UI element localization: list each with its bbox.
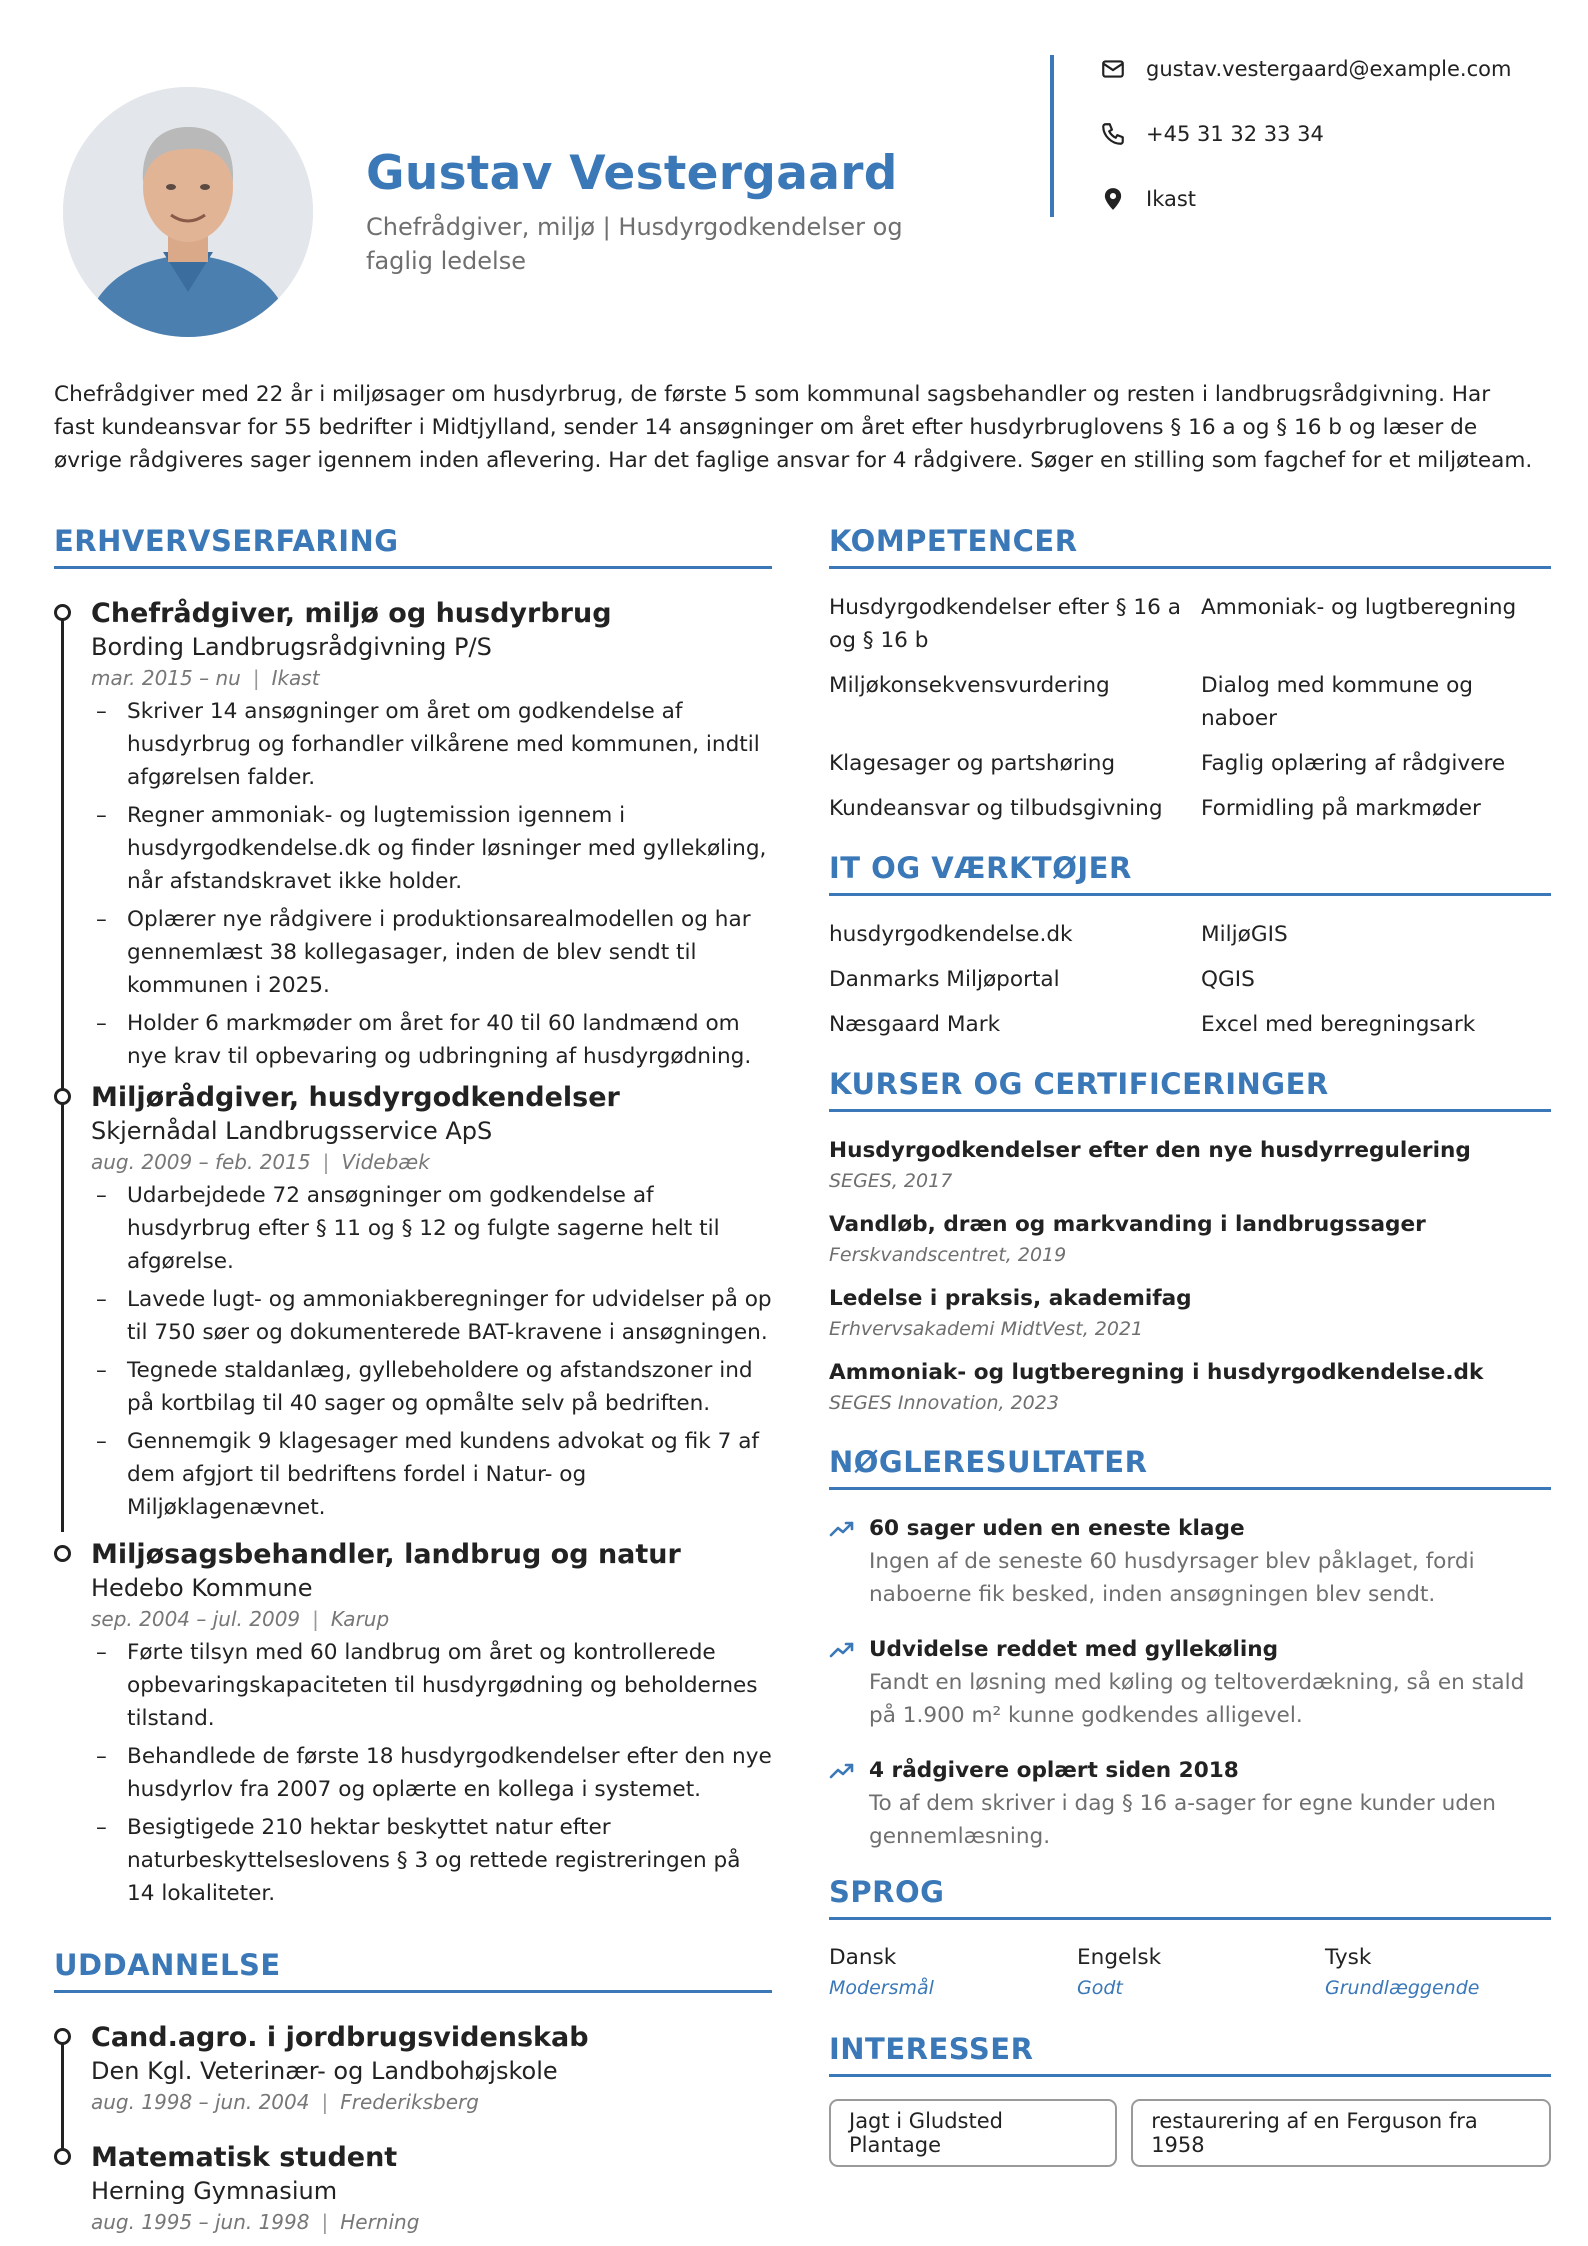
education-dates: aug. 1995 – jun. 1998 [91, 2210, 310, 2234]
contact-list [1100, 54, 1511, 249]
experience-timeline [54, 597, 772, 1910]
language-name: Engelsk [1077, 1945, 1162, 1970]
job-bullet: – Lavede lugt- og ammoniakberegninger for udvidelser på op til 750 søer og dokumenterede BAT-kravene i ansøgningen. [91, 1283, 772, 1349]
mail-icon [1100, 56, 1126, 82]
course-title: Ammoniak- og lugtberegning i husdyrgodkendelse.dk [829, 1360, 1484, 1385]
language-level: Grundlæggende [1325, 1977, 1480, 1999]
contact-location [1100, 184, 1511, 214]
course-title: Husdyrgodkendelser efter den nye husdyrregulering [829, 1138, 1471, 1163]
contact-phone[interactable] [1100, 119, 1511, 149]
competence-item: Dialog med kommune og naboer [1201, 673, 1473, 731]
results-list [829, 1512, 1551, 1853]
course-title: Vandløb, dræn og markvanding i landbrugssager [829, 1212, 1426, 1237]
language-name: Dansk [829, 1945, 897, 1970]
course-entry [829, 1134, 1551, 1195]
school-name: Den Kgl. Veterinær- og Landbohøjskole [91, 2057, 558, 2085]
result-description: Ingen af de seneste 60 husdyrsager blev påklaget, fordi naboerne fik besked, inden ansøgningen blev sendt. [869, 1549, 1475, 1607]
section-title-interests: INTERESSER [829, 2032, 1551, 2077]
tool-item: husdyrgodkendelse.dk [829, 922, 1073, 947]
tools-grid [829, 918, 1551, 1053]
education-entry [54, 2141, 772, 2237]
course-entry [829, 1282, 1551, 1343]
timeline-dot [54, 1088, 71, 1105]
section-title-education: UDDANNELSE [54, 1948, 772, 1993]
job-bullet: – Holder 6 markmøder om året for 40 til 60 landmænd om nye krav til opbevaring og udbringning af husdyrgødning. [91, 1007, 772, 1073]
profile-summary: Chefrådgiver med 22 år i miljøsager om husdyrbrug, de første 5 som kommunal sagsbehandler og resten i landbrugsrådgivning. Har fast kundeansvar for 55 bedrifter i Midtjylland, sender 14 ansøgninger om året efter husdyrbruglovens § 16 a og § 16 b og læser de øvrige rådgiveres sager igennem inden aflevering. Har det faglige ansvar for 4 rådgivere. Søger en stilling som fagchef for et miljøteam. [54, 382, 1533, 473]
interest-chip: restaurering af en Ferguson fra 1958 [1131, 2099, 1551, 2167]
job-place: Karup [330, 1607, 390, 1631]
location-pin-icon [1100, 186, 1126, 212]
languages-list [829, 1942, 1551, 2002]
timeline-dot [54, 2028, 71, 2045]
job-meta: aug. 2009 – feb. 2015 | Videbæk [91, 1150, 430, 1174]
tool-item: Næsgaard Mark [829, 1012, 1001, 1037]
degree-title: Matematisk student [91, 2142, 398, 2173]
candidate-headline: Chefrådgiver, miljø | Husdyrgodkendelser og faglig ledelse [366, 213, 903, 275]
course-provider: SEGES Innovation, 2023 [829, 1392, 1059, 1414]
candidate-name: Gustav Vestergaard [366, 146, 898, 201]
profile-photo [63, 87, 313, 337]
interest-chip: Jagt i Gludsted Plantage [829, 2099, 1117, 2167]
tool-item: QGIS [1201, 967, 1255, 992]
course-title: Ledelse i praksis, akademifag [829, 1286, 1192, 1311]
education-place: Frederiksberg [340, 2090, 479, 2114]
job-bullet: – Skriver 14 ansøgninger om året om godkendelse af husdyrbrug og forhandler vilkårene med kommunen, indtil afgørelsen falder. [91, 695, 772, 794]
result-entry [829, 1633, 1551, 1732]
result-entry [829, 1512, 1551, 1611]
trending-up-icon [829, 1641, 855, 1659]
section-title-experience: ERHVERVSERFARING [54, 524, 772, 569]
section-title-tools: IT OG VÆRKTØJER [829, 851, 1551, 896]
job-entry [54, 597, 772, 1073]
job-employer: Hedebo Kommune [91, 1574, 313, 1602]
language-name: Tysk [1325, 1945, 1372, 1970]
language-level: Godt [1077, 1977, 1123, 1999]
contact-email[interactable] [1100, 54, 1511, 84]
contact-phone-text: +45 31 32 33 34 [1146, 122, 1324, 146]
job-bullet: – Oplærer nye rådgivere i produktionsarealmodellen og har gennemlæst 38 kollegasager, inden de blev sendt til kommunen i 2025. [91, 903, 772, 1002]
job-employer: Skjernådal Landbrugsservice ApS [91, 1117, 493, 1145]
education-meta: aug. 1998 – jun. 2004 | Frederiksberg [91, 2090, 479, 2114]
competence-item: Faglig oplæring af rådgivere [1201, 751, 1506, 776]
job-dates: sep. 2004 – jul. 2009 [91, 1607, 301, 1631]
contact-email-text: gustav.vestergaard@example.com [1146, 57, 1512, 81]
tool-item: Excel med beregningsark [1201, 1012, 1476, 1037]
result-description: To af dem skriver i dag § 16 a-sager for egne kunder uden gennemlæsning. [869, 1791, 1496, 1849]
result-title: 4 rådgivere oplært siden 2018 [869, 1758, 1239, 1783]
job-bullet: – Tegnede staldanlæg, gyllebeholdere og afstandszoner ind på kortbilag til 40 sager og opmålte selv på bedriften. [91, 1354, 772, 1420]
right-column [829, 524, 1551, 2167]
language-entry [1325, 1942, 1551, 2002]
job-dates: aug. 2009 – feb. 2015 [91, 1150, 311, 1174]
job-bullet: – Regner ammoniak- og lugtemission igennem i husdyrgodkendelse.dk og finder løsninger med gyllekøling, når afstandskravet ikke holder. [91, 799, 772, 898]
school-name: Herning Gymnasium [91, 2177, 338, 2205]
job-bullets [91, 1179, 772, 1524]
education-timeline [54, 2021, 772, 2237]
job-place: Videbæk [341, 1150, 430, 1174]
tool-item: MiljøGIS [1201, 922, 1288, 947]
competence-item: Kundeansvar og tilbudsgivning [829, 796, 1163, 821]
section-title-competences: KOMPETENCER [829, 524, 1551, 569]
competences-grid [829, 591, 1551, 837]
section-title-languages: SPROG [829, 1875, 1551, 1920]
timeline-dot [54, 604, 71, 621]
contact-location-text: Ikast [1146, 187, 1197, 211]
interests-list [829, 2099, 1551, 2167]
job-entry [54, 1538, 772, 1910]
course-entry [829, 1208, 1551, 1269]
job-bullet: – Udarbejdede 72 ansøgninger om godkendelse af husdyrbrug efter § 11 og § 12 og fulgte sagerne helt til afgørelse. [91, 1179, 772, 1278]
job-title: Chefrådgiver, miljø og husdyrbrug [91, 598, 612, 629]
result-description: Fandt en løsning med køling og teltoverdækning, så en stald på 1.900 m² kunne godkendes alligevel. [869, 1670, 1525, 1728]
timeline-dot [54, 2148, 71, 2165]
education-entry [54, 2021, 772, 2117]
job-meta: mar. 2015 – nu | Ikast [91, 666, 320, 690]
language-entry [829, 1942, 1077, 2002]
courses-list [829, 1134, 1551, 1417]
course-entry [829, 1356, 1551, 1417]
job-meta: sep. 2004 – jul. 2009 | Karup [91, 1607, 390, 1631]
course-provider: SEGES, 2017 [829, 1170, 953, 1192]
competence-item: Husdyrgodkendelser efter § 16 a og § 16 b [829, 595, 1181, 653]
section-title-results: NØGLERESULTATER [829, 1445, 1551, 1490]
language-entry [1077, 1942, 1325, 2002]
competence-item: Ammoniak- og lugtberegning [1201, 595, 1517, 620]
competence-item: Miljøkonsekvensvurdering [829, 673, 1110, 698]
competence-item: Formidling på markmøder [1201, 796, 1481, 821]
job-bullet: – Behandlede de første 18 husdyrgodkendelser efter den nye husdyrlov fra 2007 og oplærte en kollega i systemet. [91, 1740, 772, 1806]
tool-item: Danmarks Miljøportal [829, 967, 1060, 992]
job-employer: Bording Landbrugsrådgivning P/S [91, 633, 492, 661]
competence-item: Klagesager og partshøring [829, 751, 1116, 776]
phone-icon [1100, 121, 1126, 147]
job-title: Miljøsagsbehandler, landbrug og natur [91, 1539, 681, 1570]
job-bullets [91, 1636, 772, 1910]
section-title-courses: KURSER OG CERTIFICERINGER [829, 1067, 1551, 1112]
job-title: Miljørådgiver, husdyrgodkendelser [91, 1082, 620, 1113]
education-place: Herning [340, 2210, 420, 2234]
trending-up-icon [829, 1520, 855, 1538]
job-bullet: – Førte tilsyn med 60 landbrug om året og kontrollerede opbevaringskapaciteten til husdyrgødning og beholdernes tilstand. [91, 1636, 772, 1735]
job-entry [54, 1081, 772, 1524]
education-dates: aug. 1998 – jun. 2004 [91, 2090, 310, 2114]
job-bullet: – Gennemgik 9 klagesager med kundens advokat og fik 7 af dem afgjort til bedriftens fordel i Natur- og Miljøklagenævnet. [91, 1425, 772, 1524]
job-dates: mar. 2015 – nu [91, 666, 241, 690]
left-column [54, 524, 772, 2237]
degree-title: Cand.agro. i jordbrugsvidenskab [91, 2022, 589, 2053]
language-level: Modersmål [829, 1977, 934, 1999]
contact-divider [1050, 55, 1054, 217]
job-bullet: – Besigtigede 210 hektar beskyttet natur efter naturbeskyttelseslovens § 3 og rettede registreringen på 14 lokaliteter. [91, 1811, 772, 1910]
timeline-dot [54, 1545, 71, 1562]
result-title: 60 sager uden en eneste klage [869, 1516, 1245, 1541]
result-entry [829, 1754, 1551, 1853]
course-provider: Ferskvandscentret, 2019 [829, 1244, 1067, 1266]
course-provider: Erhvervsakademi MidtVest, 2021 [829, 1318, 1144, 1340]
trending-up-icon [829, 1762, 855, 1780]
education-meta: aug. 1995 – jun. 1998 | Herning [91, 2210, 420, 2234]
result-title: Udvidelse reddet med gyllekøling [869, 1637, 1279, 1662]
job-place: Ikast [271, 666, 320, 690]
job-bullets [91, 695, 772, 1073]
